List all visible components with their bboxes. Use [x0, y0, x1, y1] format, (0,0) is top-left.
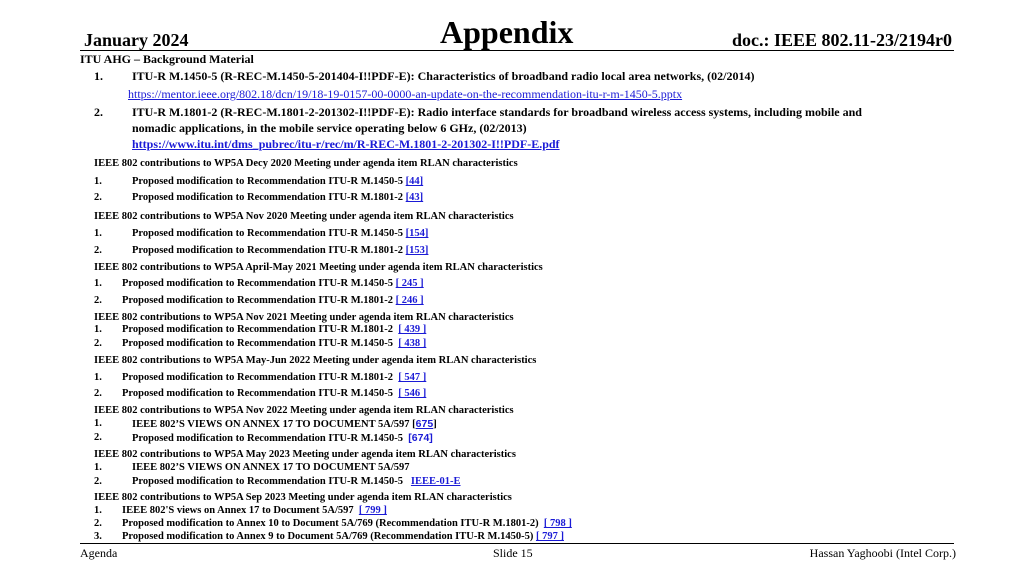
dec2020-item-2-number: 2.	[94, 192, 102, 203]
mayjun2022-item-2	[122, 388, 426, 399]
section-sep2023-heading: IEEE 802 contributions to WP5A Sep 2023 Meeting under agenda item RLAN characteristics	[94, 492, 512, 503]
dec2020-item-2	[132, 192, 423, 203]
section-nov2021-heading: IEEE 802 contributions to WP5A Nov 2021 Meeting under agenda item RLAN characteristics	[94, 312, 514, 323]
footer-author: Hassan Yaghoobi (Intel Corp.)	[809, 546, 956, 560]
may2023-item-1-number: 1.	[94, 462, 102, 473]
section-nov2020-heading: IEEE 802 contributions to WP5A Nov 2020 Meeting under agenda item RLAN characteristics	[94, 211, 514, 222]
nov2020-item-2-ref-link[interactable]: [153]	[405, 245, 429, 256]
nov2022-item-1: IEEE 802’S VIEWS ON ANNEX 17 TO DOCUMENT 5A/597 [675]	[132, 418, 437, 430]
nov2021-item-2-ref-link[interactable]: [ 438 ]	[398, 338, 427, 349]
nov2020-item-2-number: 2.	[94, 245, 102, 256]
footer-agenda: Agenda	[80, 546, 118, 560]
nov2020-item-1-ref-link[interactable]: [154]	[405, 228, 429, 239]
nov2021-item-1	[122, 324, 426, 335]
dec2020-item-2-text: Proposed modification to Recommendation ITU-R M.1801-2	[132, 192, 404, 203]
slide-title: Appendix	[440, 14, 574, 50]
itu-item-2-link[interactable]: https://www.itu.int/dms_pubrec/itu-r/rec/m/R-REC-M.1801-2-201302-I!!PDF-E.pdf	[132, 137, 560, 151]
nov2020-item-2	[132, 245, 428, 256]
nov2020-item-1	[132, 228, 428, 239]
mayjun2022-item-1-text: Proposed modification to Recommendation ITU-R M.1801-2	[122, 372, 394, 383]
mayjun2022-item-1-number: 1.	[94, 372, 102, 383]
slide-number: Slide 15	[493, 546, 533, 560]
nov2022-item-1-number: 1.	[94, 418, 102, 429]
section-mayjun2022-heading: IEEE 802 contributions to WP5A May-Jun 2022 Meeting under agenda item RLAN characteristics	[94, 355, 537, 366]
aprmay2021-item-1-ref-link[interactable]: [ 245 ]	[395, 278, 424, 289]
nov2022-item-2-ref-link[interactable]: [674]	[408, 432, 433, 444]
sep2023-item-3-text: Proposed modification to Annex 9 to Document 5A/769 (Recommendation ITU-R M.1450-5)	[122, 531, 534, 542]
dec2020-item-1	[132, 176, 423, 187]
nov2021-item-1-text: Proposed modification to Recommendation ITU-R M.1801-2	[122, 324, 394, 335]
nov2022-item-2-number: 2.	[94, 432, 102, 443]
sep2023-item-2-text: Proposed modification to Annex 10 to Document 5A/769 (Recommendation ITU-R M.1801-2)	[122, 518, 539, 529]
dec2020-item-1-text: Proposed modification to Recommendation ITU-R M.1450-5	[132, 176, 404, 187]
mayjun2022-item-2-text: Proposed modification to Recommendation ITU-R M.1450-5	[122, 388, 394, 399]
nov2021-item-2-number: 2.	[94, 338, 102, 349]
dec2020-item-1-ref-link[interactable]: [44]	[405, 176, 424, 187]
itu-item-2-text-line2: nomadic applications, in the mobile service operating below 6 GHz, (02/2013)	[132, 121, 527, 135]
aprmay2021-item-2-ref-link[interactable]: [ 246 ]	[395, 295, 424, 306]
nov2021-item-2	[122, 338, 426, 349]
sep2023-item-1-text: IEEE 802'S views on Annex 17 to Document 5A/597	[122, 505, 354, 516]
section-may2023-heading: IEEE 802 contributions to WP5A May 2023 Meeting under agenda item RLAN characteristics	[94, 449, 516, 460]
sep2023-item-1-ref-link[interactable]: [ 799 ]	[358, 505, 387, 516]
section-dec2020-heading: IEEE 802 contributions to WP5A Decy 2020 Meeting under agenda item RLAN characteristics	[94, 158, 518, 169]
aprmay2021-item-2	[122, 295, 424, 306]
nov2021-item-1-number: 1.	[94, 324, 102, 335]
itu-heading: ITU AHG – Background Material	[80, 52, 254, 66]
itu-item-2-text-line1: ITU-R M.1801-2 (R-REC-M.1801-2-201302-I!!PDF-E): Radio interface standards for broadband wireless access systems, including mobile and	[132, 105, 862, 119]
aprmay2021-item-1-number: 1.	[94, 278, 102, 289]
aprmay2021-item-1	[122, 278, 424, 289]
may2023-item-2-ref-link[interactable]: IEEE-01-E	[410, 476, 461, 487]
nov2022-item-2	[132, 432, 433, 444]
may2023-item-2-number: 2.	[94, 476, 102, 487]
nov2020-item-1-text: Proposed modification to Recommendation ITU-R M.1450-5	[132, 228, 404, 239]
sep2023-item-1-number: 1.	[94, 505, 102, 516]
may2023-item-1-text: IEEE 802’S VIEWS ON ANNEX 17 TO DOCUMENT 5A/597	[132, 462, 410, 473]
may2023-item-2	[132, 476, 461, 487]
nov2022-item-1-ref-link[interactable]: 675	[415, 418, 434, 430]
section-aprmay2021-heading: IEEE 802 contributions to WP5A April-May 2021 Meeting under agenda item RLAN characteristics	[94, 262, 543, 273]
nov2021-item-2-text: Proposed modification to Recommendation ITU-R M.1450-5	[122, 338, 394, 349]
aprmay2021-item-1-text: Proposed modification to Recommendation ITU-R M.1450-5	[122, 278, 394, 289]
sep2023-item-3-ref-link[interactable]: [ 797 ]	[535, 531, 564, 542]
may2023-item-2-text: Proposed modification to Recommendation ITU-R M.1450-5	[132, 476, 404, 487]
mayjun2022-item-1-ref-link[interactable]: [ 547 ]	[398, 372, 427, 383]
itu-item-2-number: 2.	[94, 105, 103, 119]
mayjun2022-item-2-ref-link[interactable]: [ 546 ]	[398, 388, 427, 399]
dec2020-item-2-ref-link[interactable]: [43]	[405, 192, 424, 203]
nov2020-item-2-text: Proposed modification to Recommendation ITU-R M.1801-2	[132, 245, 404, 256]
header-divider	[80, 50, 954, 51]
sep2023-item-2-ref-link[interactable]: [ 798 ]	[543, 518, 572, 529]
nov2022-item-2-text: Proposed modification to Recommendation ITU-R M.1450-5	[132, 433, 404, 444]
dec2020-item-1-number: 1.	[94, 176, 102, 187]
nov2022-item-1-text: IEEE 802’S VIEWS ON ANNEX 17 TO DOCUMENT 5A/597	[132, 419, 410, 430]
sep2023-item-1	[122, 505, 387, 516]
nov2020-item-1-number: 1.	[94, 228, 102, 239]
sep2023-item-3	[122, 531, 564, 542]
mayjun2022-item-2-number: 2.	[94, 388, 102, 399]
itu-item-1-number: 1.	[94, 69, 103, 83]
footer-divider	[80, 543, 954, 544]
sep2023-item-2-number: 2.	[94, 518, 102, 529]
itu-item-1-text: ITU-R M.1450-5 (R-REC-M.1450-5-201404-I!!PDF-E): Characteristics of broadband radio local area networks, (02/2014)	[132, 69, 755, 83]
document-id: doc.: IEEE 802.11-23/2194r0	[731, 30, 952, 50]
header-date: January 2024	[84, 30, 189, 50]
section-nov2022-heading: IEEE 802 contributions to WP5A Nov 2022 Meeting under agenda item RLAN characteristics	[94, 405, 514, 416]
sep2023-item-2	[122, 518, 572, 529]
sep2023-item-3-number: 3.	[94, 531, 102, 542]
aprmay2021-item-2-text: Proposed modification to Recommendation ITU-R M.1801-2	[122, 295, 394, 306]
mayjun2022-item-1	[122, 372, 426, 383]
itu-item-1-link[interactable]: https://mentor.ieee.org/802.18/dcn/19/18-19-0157-00-0000-an-update-on-the-recommendation-itu-r-m-1450-5.pptx	[128, 87, 683, 101]
aprmay2021-item-2-number: 2.	[94, 295, 102, 306]
nov2021-item-1-ref-link[interactable]: [ 439 ]	[398, 324, 427, 335]
